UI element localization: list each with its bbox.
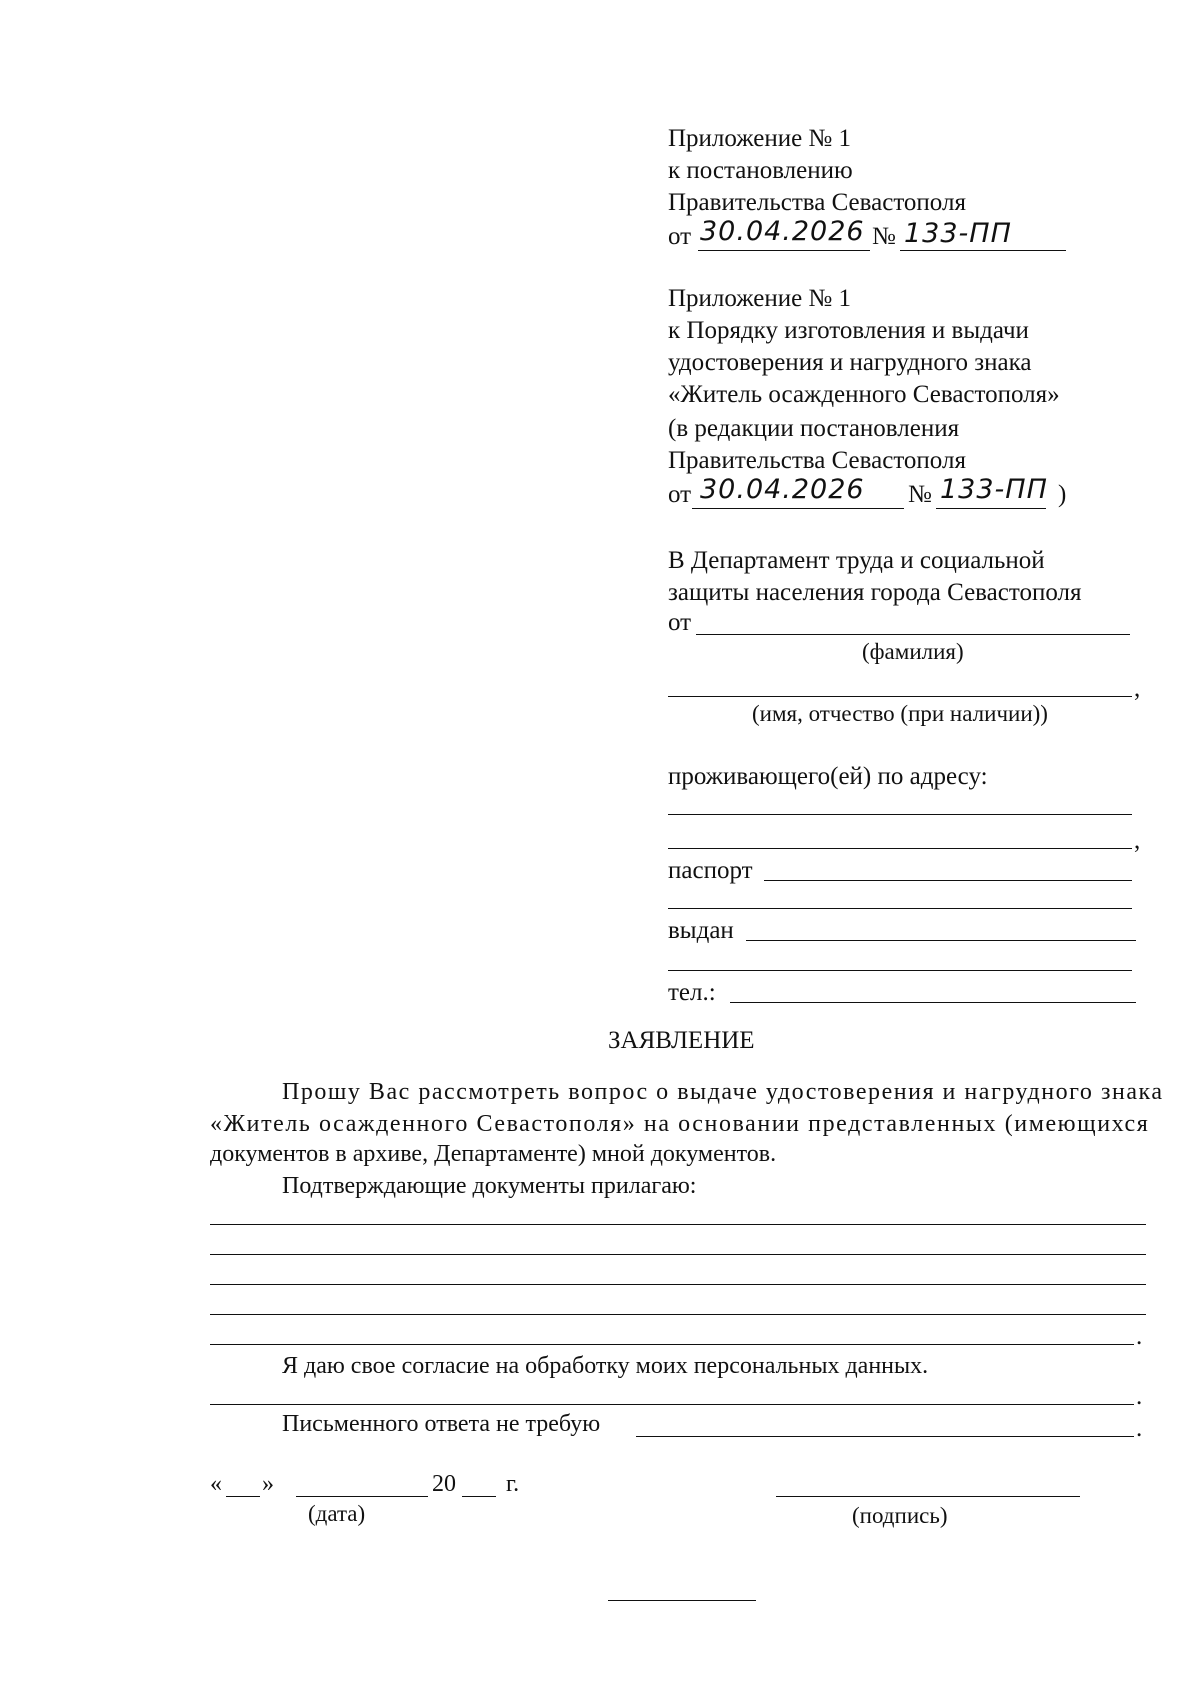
signature-field-line[interactable] — [776, 1496, 1080, 1497]
body-para1-line2: «Житель осажденного Севастополя» на основании представленных (имеющихся — [210, 1111, 1150, 1137]
name-caption: (имя, отчество (при наличии)) — [752, 701, 1048, 726]
no-reply-period: . — [1136, 1415, 1143, 1442]
end-separator-line — [608, 1600, 756, 1601]
header1-no-label: № — [872, 223, 896, 250]
phone-label: тел.: — [668, 979, 716, 1006]
header2-line4: «Житель осажденного Севастополя» — [668, 381, 1060, 408]
document-title: ЗАЯВЛЕНИЕ — [608, 1027, 755, 1054]
header2-line1: Приложение № 1 — [668, 285, 852, 312]
from-label: от — [668, 609, 692, 636]
header2-close-paren: ) — [1058, 481, 1067, 508]
phone-field-line[interactable] — [730, 1002, 1136, 1003]
attachments-line-1[interactable] — [210, 1224, 1146, 1225]
header1-date: 30.04.2026 — [700, 216, 865, 247]
header2-ot-label: от — [668, 481, 692, 508]
header1-ot-label: от — [668, 223, 692, 250]
no-reply-text: Письменного ответа не требую — [282, 1411, 601, 1437]
header2-line3: удостоверения и нагрудного знака — [668, 349, 1032, 376]
header2-number-line — [936, 508, 1046, 509]
addressee-line2: защиты населения города Севастополя — [668, 579, 1082, 606]
issued-field-line[interactable] — [746, 940, 1136, 941]
attachments-line-2[interactable] — [210, 1254, 1146, 1255]
date-quote-close: » — [262, 1471, 274, 1497]
attachments-line-3[interactable] — [210, 1284, 1146, 1285]
header2-date: 30.04.2026 — [700, 474, 865, 505]
header1-number: 133-ПП — [904, 218, 1012, 249]
day-field-line[interactable] — [226, 1496, 260, 1497]
year-prefix: 20 — [432, 1471, 456, 1497]
attachments-line-4[interactable] — [210, 1314, 1146, 1315]
address-field-line-1[interactable] — [668, 814, 1132, 815]
body-para1-line1: Прошу Вас рассмотреть вопрос о выдаче удостоверения и нагрудного знака — [282, 1079, 1164, 1105]
header1-line2: к постановлению — [668, 157, 853, 184]
header1-date-line — [698, 250, 870, 251]
issued-label: выдан — [668, 917, 734, 944]
name-field-comma: , — [1134, 675, 1141, 702]
month-field-line[interactable] — [296, 1496, 428, 1497]
issued-field-line-2[interactable] — [668, 970, 1132, 971]
surname-field-line[interactable] — [696, 634, 1130, 635]
date-caption: (дата) — [308, 1501, 366, 1526]
surname-caption: (фамилия) — [862, 639, 964, 664]
addressee-line1: В Департамент труда и социальной — [668, 547, 1045, 574]
header2-line2: к Порядку изготовления и выдачи — [668, 317, 1029, 344]
passport-field-line-2[interactable] — [668, 908, 1132, 909]
signature-caption: (подпись) — [852, 1503, 948, 1528]
attachments-line-5[interactable] — [210, 1344, 1134, 1345]
year-suffix: г. — [506, 1471, 520, 1497]
consent-period: . — [1136, 1383, 1143, 1410]
header1-line1: Приложение № 1 — [668, 125, 852, 152]
header2-number: 133-ПП — [940, 474, 1048, 505]
name-field-line[interactable] — [668, 696, 1132, 697]
address-field-comma: , — [1134, 827, 1141, 854]
attachments-label: Подтверждающие документы прилагаю: — [282, 1173, 697, 1199]
header2-no-label: № — [908, 481, 932, 508]
header2-line5: (в редакции постановления — [668, 415, 960, 442]
address-field-line-2[interactable] — [668, 848, 1132, 849]
header1-number-line — [900, 250, 1066, 251]
date-quote-open: « — [210, 1471, 222, 1497]
attachments-period: . — [1136, 1323, 1143, 1350]
header1-line3: Правительства Севастополя — [668, 189, 966, 216]
passport-field-line[interactable] — [764, 880, 1132, 881]
passport-label: паспорт — [668, 857, 753, 884]
header2-line6: Правительства Севастополя — [668, 447, 966, 474]
body-para1-line3: документов в архиве, Департаменте) мной документов. — [210, 1141, 777, 1167]
year-field-line[interactable] — [462, 1496, 496, 1497]
no-reply-signature-line[interactable] — [636, 1436, 1134, 1437]
consent-signature-line[interactable] — [210, 1404, 1134, 1405]
header2-date-line — [692, 508, 904, 509]
consent-text: Я даю свое согласие на обработку моих персональных данных. — [282, 1353, 929, 1379]
address-label: проживающего(ей) по адресу: — [668, 763, 988, 790]
